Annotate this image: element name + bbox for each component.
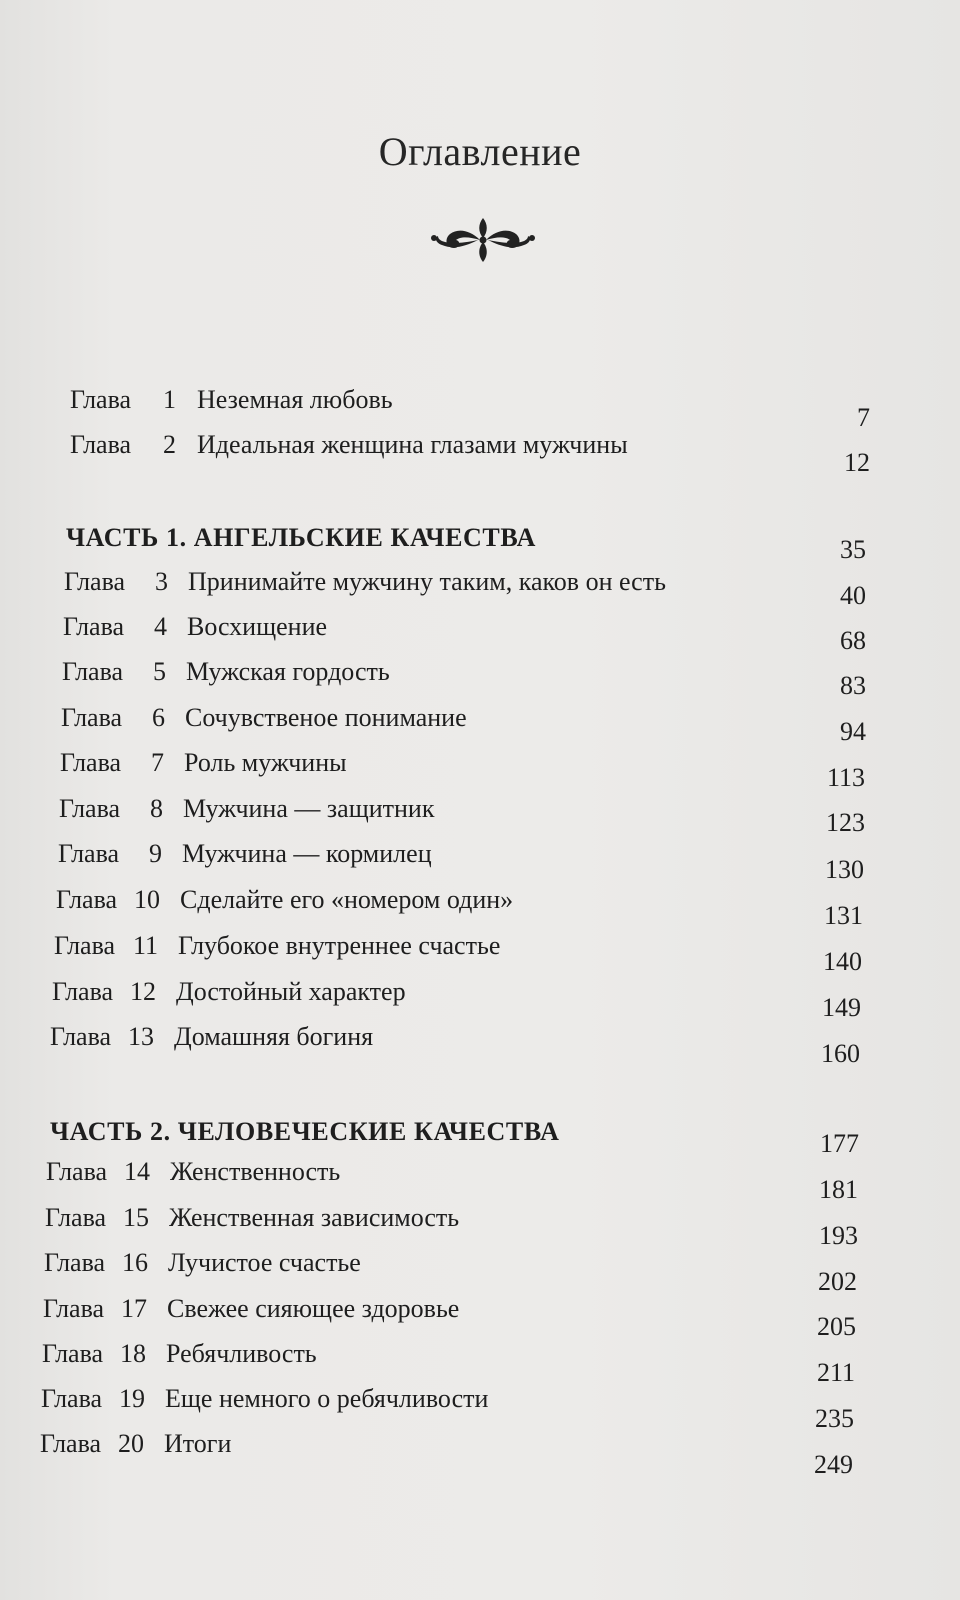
toc-entry[interactable] bbox=[56, 880, 856, 920]
toc-entry[interactable] bbox=[41, 1379, 841, 1419]
chapter-title: Неземная любовь bbox=[197, 385, 393, 414]
chapter-label: Глава bbox=[64, 567, 126, 596]
toc-entry[interactable] bbox=[60, 743, 860, 783]
chapter-title: Свежее сияющее здоровье bbox=[167, 1294, 460, 1323]
chapter-title: Сделайте его «номером один» bbox=[180, 885, 514, 914]
page-number: 12 bbox=[844, 448, 870, 477]
chapter-title: Ребячливость bbox=[166, 1339, 317, 1368]
chapter-label: Глава bbox=[60, 748, 122, 777]
toc-entry[interactable] bbox=[46, 1152, 846, 1192]
toc-entry[interactable] bbox=[52, 972, 852, 1012]
toc-entry[interactable] bbox=[50, 1017, 850, 1057]
page-number: 130 bbox=[825, 855, 864, 884]
page-number: 211 bbox=[816, 1358, 855, 1387]
toc-entry[interactable] bbox=[45, 1198, 845, 1238]
page-number: 193 bbox=[819, 1221, 858, 1250]
chapter-label: Глава bbox=[45, 1203, 107, 1232]
chapter-number: 20 bbox=[118, 1429, 144, 1458]
part-heading[interactable]: ЧАСТЬ 1. АНГЕЛЬСКИЕ КАЧЕСТВА bbox=[66, 523, 537, 552]
chapter-label: Глава bbox=[59, 794, 121, 823]
toc-entry[interactable] bbox=[58, 834, 858, 874]
chapter-title: Роль мужчины bbox=[184, 748, 347, 777]
page-number: 181 bbox=[819, 1175, 858, 1204]
chapter-label: Глава bbox=[52, 977, 114, 1006]
part-heading[interactable]: ЧАСТЬ 2. ЧЕЛОВЕЧЕСКИЕ КАЧЕСТВА bbox=[50, 1117, 560, 1146]
toc-entry[interactable] bbox=[44, 1243, 844, 1283]
chapter-label: Глава bbox=[70, 385, 132, 414]
chapter-title: Итоги bbox=[164, 1429, 232, 1458]
chapter-title: Женственность bbox=[170, 1157, 341, 1186]
page-number: 177 bbox=[820, 1129, 859, 1158]
chapter-label: Глава bbox=[63, 612, 125, 641]
chapter-label: Глава bbox=[46, 1157, 108, 1186]
chapter-label: Глава bbox=[54, 931, 116, 960]
chapter-number: 6 bbox=[152, 703, 165, 732]
chapter-title: Глубокое внутреннее счастье bbox=[178, 931, 501, 960]
page-number: 83 bbox=[840, 671, 866, 700]
chapter-title: Лучистое счастье bbox=[168, 1248, 361, 1277]
chapter-label: Глава bbox=[58, 839, 120, 868]
page-number: 249 bbox=[814, 1450, 853, 1479]
chapter-number: 13 bbox=[128, 1022, 154, 1051]
toc-entry[interactable] bbox=[43, 1289, 843, 1329]
toc-entry[interactable] bbox=[62, 652, 862, 692]
page-number: 35 bbox=[840, 535, 866, 564]
toc-entry[interactable] bbox=[40, 1424, 840, 1464]
chapter-label: Глава bbox=[50, 1022, 112, 1051]
page-number: 68 bbox=[840, 626, 866, 655]
toc-entry[interactable] bbox=[63, 607, 863, 647]
chapter-number: 3 bbox=[155, 567, 168, 596]
chapter-label: Глава bbox=[61, 703, 123, 732]
chapter-label: Глава bbox=[44, 1248, 106, 1277]
toc-entry[interactable] bbox=[61, 698, 861, 738]
page-number: 131 bbox=[824, 901, 863, 930]
chapter-number: 15 bbox=[123, 1203, 149, 1232]
chapter-number: 7 bbox=[151, 748, 164, 777]
page-number: 149 bbox=[822, 993, 861, 1022]
toc-entry[interactable] bbox=[42, 1334, 842, 1374]
chapter-title: Достойный характер bbox=[176, 977, 406, 1006]
page-number: 202 bbox=[818, 1267, 857, 1296]
chapter-number: 8 bbox=[150, 794, 163, 823]
toc-entry[interactable] bbox=[64, 562, 864, 602]
page-number: 235 bbox=[815, 1404, 854, 1433]
chapter-label: Глава bbox=[40, 1429, 102, 1458]
chapter-number: 14 bbox=[124, 1157, 150, 1186]
toc-entry[interactable] bbox=[70, 425, 870, 465]
chapter-title: Принимайте мужчину таким, каков он есть bbox=[188, 567, 666, 596]
toc-entry[interactable] bbox=[59, 789, 859, 829]
chapter-title: Идеальная женщина глазами мужчины bbox=[197, 430, 628, 459]
chapter-title: Домашняя богиня bbox=[174, 1022, 374, 1051]
chapter-label: Глава bbox=[62, 657, 124, 686]
chapter-title: Восхищение bbox=[187, 612, 328, 641]
page-number: 94 bbox=[840, 717, 866, 746]
chapter-number: 16 bbox=[122, 1248, 148, 1277]
page-number: 160 bbox=[821, 1039, 860, 1068]
chapter-title: Еще немного о ребячливости bbox=[165, 1384, 489, 1413]
chapter-number: 4 bbox=[154, 612, 167, 641]
chapter-number: 10 bbox=[134, 885, 160, 914]
chapter-number: 9 bbox=[149, 839, 162, 868]
page-number: 113 bbox=[826, 763, 865, 792]
page-title: Оглавление bbox=[378, 129, 582, 174]
chapter-number: 12 bbox=[130, 977, 156, 1006]
chapter-title: Сочувственое понимание bbox=[185, 703, 467, 732]
chapter-number: 5 bbox=[153, 657, 166, 686]
chapter-title: Мужчина — кормилец bbox=[182, 839, 432, 868]
chapter-number: 11 bbox=[132, 931, 158, 960]
page-number: 40 bbox=[840, 581, 866, 610]
chapter-label: Глава bbox=[43, 1294, 105, 1323]
page-number: 123 bbox=[826, 808, 865, 837]
chapter-title: Мужская гордость bbox=[186, 657, 390, 686]
chapter-number: 17 bbox=[121, 1294, 147, 1323]
toc-entry[interactable] bbox=[70, 380, 870, 420]
chapter-number: 2 bbox=[163, 430, 176, 459]
page-number: 7 bbox=[857, 403, 870, 432]
chapter-label: Глава bbox=[41, 1384, 103, 1413]
chapter-number: 1 bbox=[163, 385, 176, 414]
chapter-label: Глава bbox=[70, 430, 132, 459]
chapter-number: 18 bbox=[120, 1339, 146, 1368]
toc-entry[interactable] bbox=[54, 926, 854, 966]
chapter-number: 19 bbox=[119, 1384, 145, 1413]
chapter-label: Глава bbox=[42, 1339, 104, 1368]
page-number: 205 bbox=[817, 1312, 856, 1341]
chapter-title: Мужчина — защитник bbox=[183, 794, 435, 823]
page-number: 140 bbox=[823, 947, 862, 976]
chapter-label: Глава bbox=[56, 885, 118, 914]
chapter-title: Женственная зависимость bbox=[169, 1203, 460, 1232]
